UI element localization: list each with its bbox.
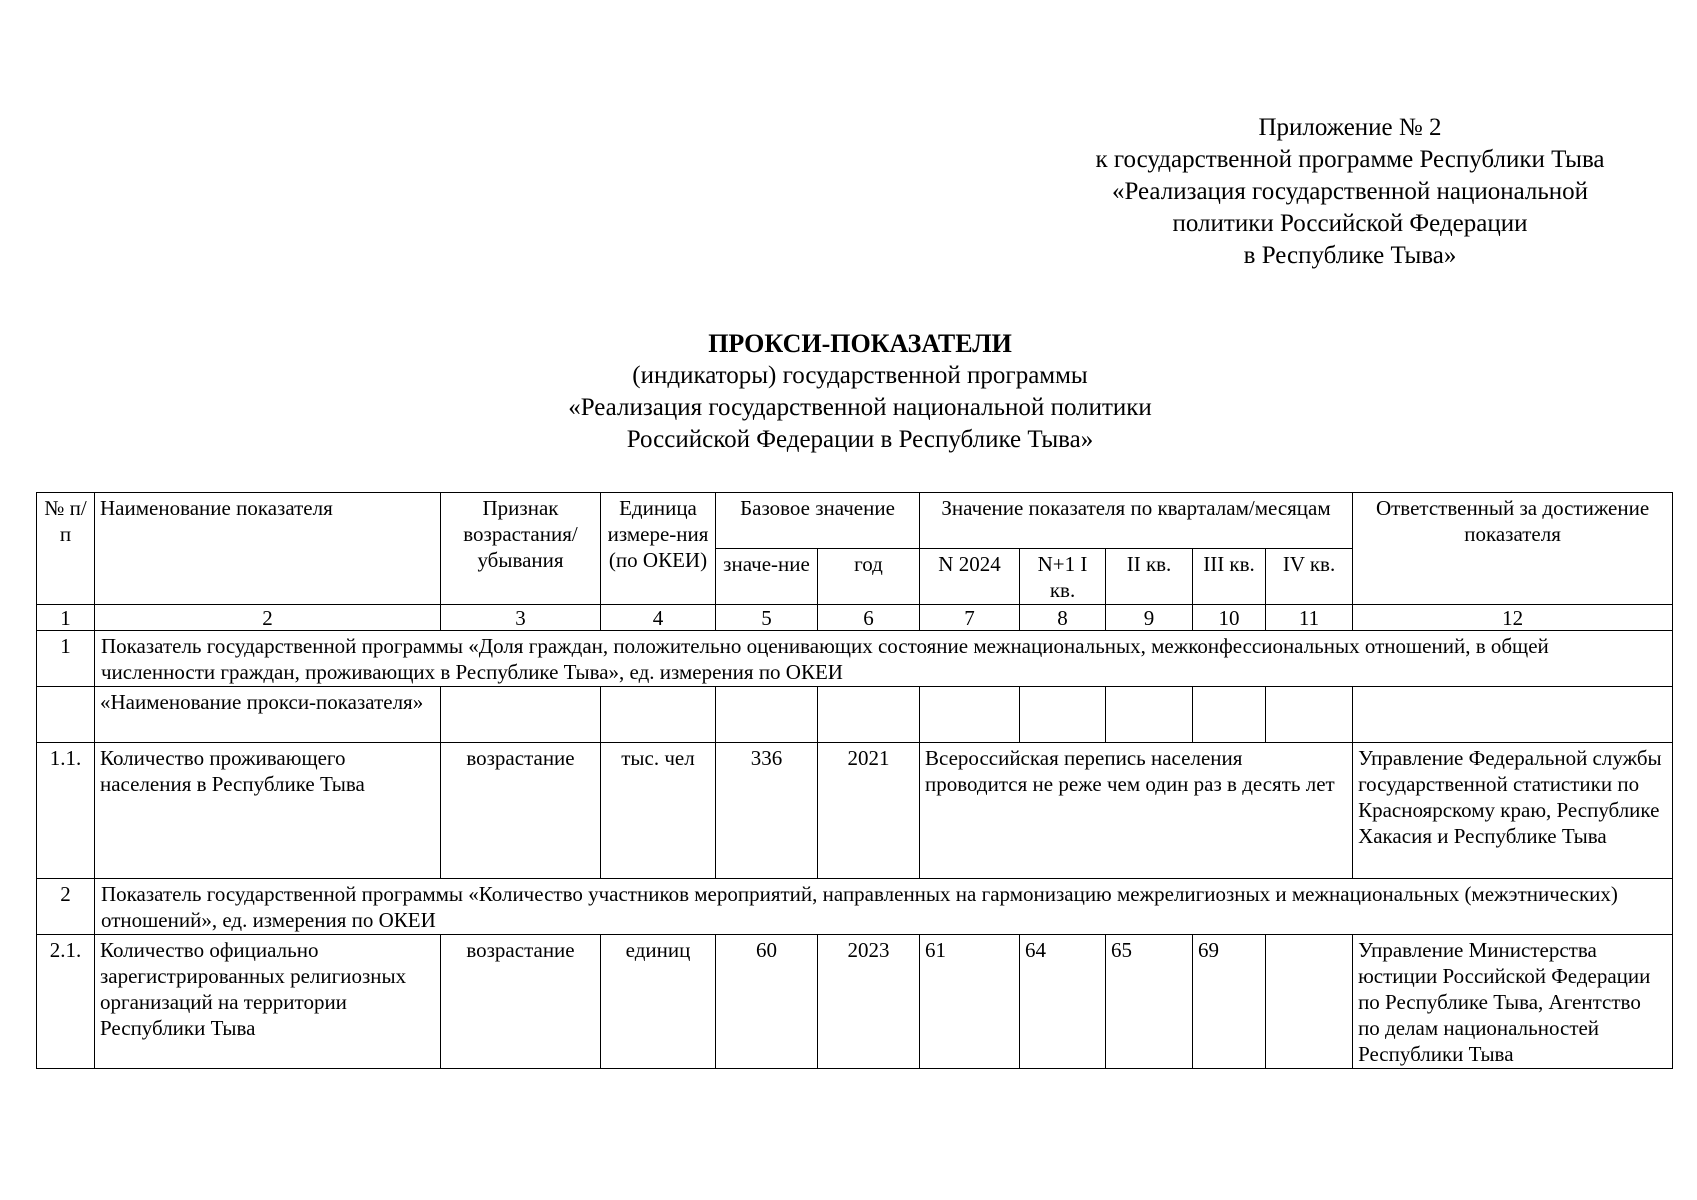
row-q4-value: 69 <box>1193 935 1266 1069</box>
appendix-header <box>1000 112 1697 272</box>
proxy-indicators-table <box>36 492 1673 1069</box>
header-q5: IV кв. <box>1266 549 1353 605</box>
appendix-line: в Республике Тыва» <box>1243 242 1457 269</box>
section-text: Показатель государственной программы «Количество участников мероприятий, направленных на гармонизацию межрелигиозных и межнациональных (межэтнических) отношений», ед. измерения по ОКЕИ <box>95 879 1673 935</box>
header-no: № п/п <box>37 493 95 605</box>
row-responsible: Управление Федеральной службы государственной статистики по Красноярскому краю, Республике Хакасия и Республике Тыва <box>1353 743 1673 879</box>
table-row <box>37 935 1673 1069</box>
row-sign: возрастание <box>441 935 601 1069</box>
column-number: 9 <box>1106 605 1193 631</box>
row-q1-value: 61 <box>920 935 1020 1069</box>
proxy-label: «Наименование прокси-показателя» <box>95 687 441 743</box>
row-base-value: 336 <box>716 743 818 879</box>
title-sub: (индикаторы) государственной программы <box>632 362 1088 389</box>
row-no: 1.1. <box>37 743 95 879</box>
row-base-year: 2023 <box>818 935 920 1069</box>
proxy-label-row <box>37 687 1673 743</box>
header-name: Наименование показателя <box>95 493 441 605</box>
row-q2-value: 64 <box>1020 935 1106 1069</box>
title-main: ПРОКСИ-ПОКАЗАТЕЛИ <box>708 329 1012 358</box>
header-unit: Единица измере-ния (по ОКЕИ) <box>601 493 716 605</box>
title-sub: «Реализация государственной национальной политики <box>568 394 1152 421</box>
column-number: 7 <box>920 605 1020 631</box>
header-base-value: значе-ние <box>716 549 818 605</box>
appendix-line: «Реализация государственной национальной <box>1111 178 1589 205</box>
header-base: Базовое значение <box>716 493 920 549</box>
row-unit: тыс. чел <box>601 743 716 879</box>
row-q3-value: 65 <box>1106 935 1193 1069</box>
appendix-line: к государственной программе Республики Тыва <box>1095 146 1605 173</box>
row-base-value: 60 <box>716 935 818 1069</box>
header-q4: III кв. <box>1193 549 1266 605</box>
row-base-year: 2021 <box>818 743 920 879</box>
title-sub: Российской Федерации в Республике Тыва» <box>626 426 1094 453</box>
header-q3: II кв. <box>1106 549 1193 605</box>
row-q5-value <box>1266 935 1353 1069</box>
section-no: 2 <box>37 879 95 935</box>
column-number: 10 <box>1193 605 1266 631</box>
column-number: 4 <box>601 605 716 631</box>
column-number: 11 <box>1266 605 1353 631</box>
row-name: Количество проживающего населения в Республике Тыва <box>95 743 441 879</box>
document-title <box>480 328 1240 456</box>
table-row <box>37 743 1673 879</box>
column-number: 5 <box>716 605 818 631</box>
row-unit: единиц <box>601 935 716 1069</box>
header-q2: N+1 I кв. <box>1020 549 1106 605</box>
section-row <box>37 631 1673 687</box>
section-row <box>37 879 1673 935</box>
row-no: 2.1. <box>37 935 95 1069</box>
column-number: 3 <box>441 605 601 631</box>
section-text: Показатель государственной программы «Доля граждан, положительно оценивающих состояние межнациональных, межконфессиональных отношений, в общей численности граждан, проживающих в Республике Тыва», ед. измерения по ОКЕИ <box>95 631 1673 687</box>
row-note: Всероссийская перепись населения проводится не реже чем один раз в десять лет <box>920 743 1353 879</box>
column-numbers-row <box>37 605 1673 631</box>
column-number: 6 <box>818 605 920 631</box>
row-name: Количество официально зарегистрированных религиозных организаций на территории Республики Тыва <box>95 935 441 1069</box>
header-row <box>37 493 1673 549</box>
row-responsible: Управление Министерства юстиции Российской Федерации по Республике Тыва, Агентство по делам национальностей Республики Тыва <box>1353 935 1673 1069</box>
row-sign: возрастание <box>441 743 601 879</box>
header-base-year: год <box>818 549 920 605</box>
column-number: 8 <box>1020 605 1106 631</box>
appendix-line: политики Российской Федерации <box>1172 210 1528 237</box>
column-number: 2 <box>95 605 441 631</box>
section-no: 1 <box>37 631 95 687</box>
header-responsible: Ответственный за достижение показателя <box>1353 493 1673 605</box>
header-sign: Признак возрастания/ убывания <box>441 493 601 605</box>
header-quarters: Значение показателя по кварталам/месяцам <box>920 493 1353 549</box>
column-number: 1 <box>37 605 95 631</box>
header-q1: N 2024 <box>920 549 1020 605</box>
appendix-line: Приложение № 2 <box>1258 114 1442 141</box>
column-number: 12 <box>1353 605 1673 631</box>
